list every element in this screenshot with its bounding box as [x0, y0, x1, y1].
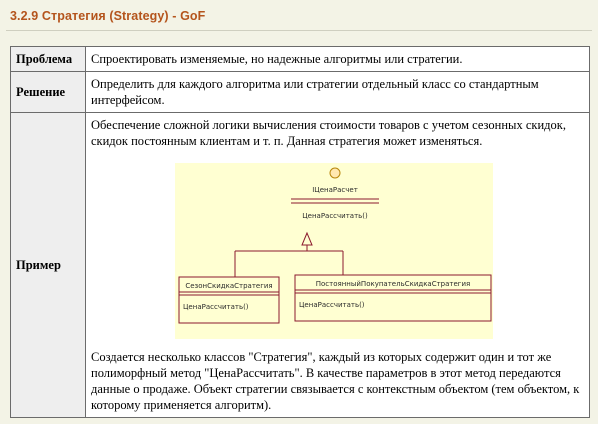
row-content-solution: Определить для каждого алгоритма или стратегии отдельный класс со стандартным интерфейсом. — [86, 72, 590, 113]
class-name: СезонСкидкаСтратегия — [185, 282, 273, 290]
row-content-problem: Спроектировать изменяемые, но надежные алгоритмы или стратегии. — [86, 47, 590, 72]
class-seasonal-discount — [179, 277, 279, 323]
table-row — [11, 113, 590, 418]
realization-arrow-icon — [302, 233, 312, 245]
class-method: ЦенаРассчитать() — [299, 301, 365, 309]
title-divider — [6, 30, 592, 31]
class-method: ЦенаРассчитать() — [183, 303, 249, 311]
page-title: 3.2.9 Стратегия (Strategy) - GoF — [10, 9, 206, 23]
interface-name: IЦенаРасчет — [312, 186, 358, 194]
class-loyal-customer-discount — [295, 275, 491, 321]
example-outro-text: Создается несколько классов "Стратегия", каждый из которых содержит один и тот же полиморфный метод "ЦенаРассчитать". В качестве параметров в этот метод передаются данные о продаже. Объект стратегии связывается с контекстным объектом (тем объектом, к которому применяется алгоритм). — [91, 350, 580, 412]
pattern-table — [10, 46, 590, 418]
row-label-example: Пример — [11, 113, 86, 418]
row-label-problem: Проблема — [11, 47, 86, 72]
interface-method: ЦенаРассчитать() — [302, 212, 368, 220]
uml-class-diagram — [175, 163, 493, 339]
class-name: ПостоянныйПокупательСкидкаСтратегия — [315, 280, 471, 288]
interface-circle-icon — [330, 168, 340, 178]
table-row — [11, 47, 590, 72]
table-row — [11, 72, 590, 113]
row-content-example — [86, 113, 590, 418]
uml-diagram-svg — [175, 163, 493, 339]
example-intro-text: Обеспечение сложной логики вычисления стоимости товаров с учетом сезонных скидок, скидок постоянным клиентам и т. п. Данная стратегия может изменяться. — [91, 118, 566, 148]
row-label-solution: Решение — [11, 72, 86, 113]
